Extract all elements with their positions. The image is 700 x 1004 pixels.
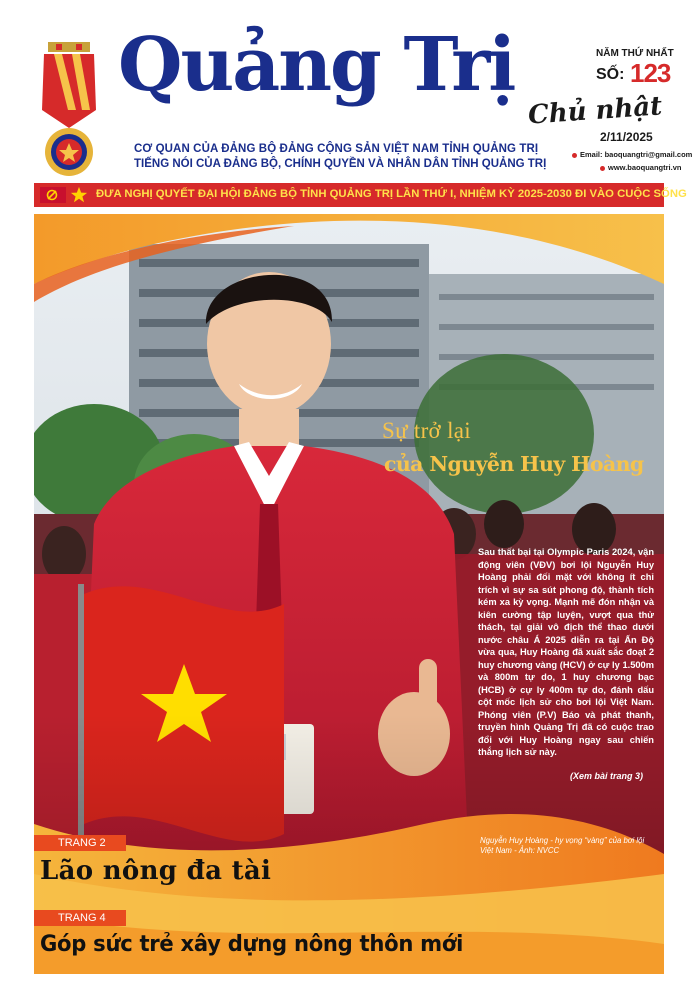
bullet-icon (600, 166, 605, 171)
see-more-link[interactable]: (Xem bài trang 3) (570, 771, 644, 781)
teaser-page-tag[interactable]: TRANG 4 (34, 910, 126, 926)
issue-number-label: SỐ: (596, 66, 625, 83)
slogan-text: ĐƯA NGHỊ QUYẾT ĐẠI HỘI ĐẢNG BỘ TỈNH QUẢNG TRỊ LẦN THỨ I, NHIỆM KỲ 2025-2030 ĐI VÀO CUỘC SỐNG (96, 188, 687, 200)
party-flag-icon (40, 187, 66, 203)
issue-date: 2/11/2025 (600, 130, 653, 144)
teaser-headline[interactable]: Góp sức trẻ xây dựng nông thôn mới (40, 932, 464, 957)
org-line: CƠ QUAN CỦA ĐẢNG BỘ ĐẢNG CỘNG SẢN VIỆT NAM TỈNH QUẢNG TRỊ (134, 143, 539, 155)
org-subline: TIẾNG NÓI CỦA ĐẢNG BỘ, CHÍNH QUYỀN VÀ NHÂN DÂN TỈNH QUẢNG TRỊ (134, 158, 547, 170)
contact-email[interactable] (572, 150, 692, 159)
photo-caption: Nguyễn Huy Hoàng - hy vọng “vàng” của bơi lội Việt Nam - Ảnh: NVCC (480, 836, 645, 855)
masthead-title: Quảng Trị (118, 22, 515, 108)
contact-email-text: Email: baoquangtri@gmail.com (580, 150, 693, 159)
emblem-icon (34, 40, 104, 180)
feature-title-line1: Sự trở lại (382, 418, 471, 443)
feature-title-line2: của Nguyễn Huy Hoàng (384, 452, 644, 476)
issue-number: 123 (630, 58, 671, 88)
feature-lede: Sau thất bại tại Olympic Paris 2024, vận động viên (VĐV) bơi lội Nguyễn Huy Hoàng phải đối mặt với không ít chỉ trích vì sự sa sút phong độ, thành tích kém xa kỳ vọng. Mạnh mẽ đón nhận và kiên cường tập luyện, vượt qua thử thách, tại giải vô địch thể thao dưới nước châu Á 2025 diễn ra tại Ấn Độ vừa qua, Huy Hoàng đã xuất sắc đoạt 2 huy chương vàng (HCV) ở cự ly 1.500m và 800m tự do, 1 huy chương bạc (HCB) ở cự ly 400m tự do, đánh dấu cột mốc lịch sử cho bơi lội Việt Nam. Phóng viên (P.V) Báo và phát thanh, truyền hình Quảng Trị đã có cuộc trao đổi với Huy Hoàng ngay sau chiến thắng lịch sử này. (478, 547, 654, 757)
teaser-headline[interactable]: Lão nông đa tài (40, 856, 272, 886)
year-label: NĂM THỨ NHẤT (596, 48, 674, 59)
star-icon (70, 186, 88, 204)
contact-website-text: www.baoquangtri.vn (608, 163, 682, 172)
teaser-page-tag[interactable]: TRANG 2 (34, 835, 126, 851)
bullet-icon (572, 153, 577, 158)
day-label: Chủ nhật (527, 91, 664, 131)
contact-website[interactable] (600, 163, 681, 172)
